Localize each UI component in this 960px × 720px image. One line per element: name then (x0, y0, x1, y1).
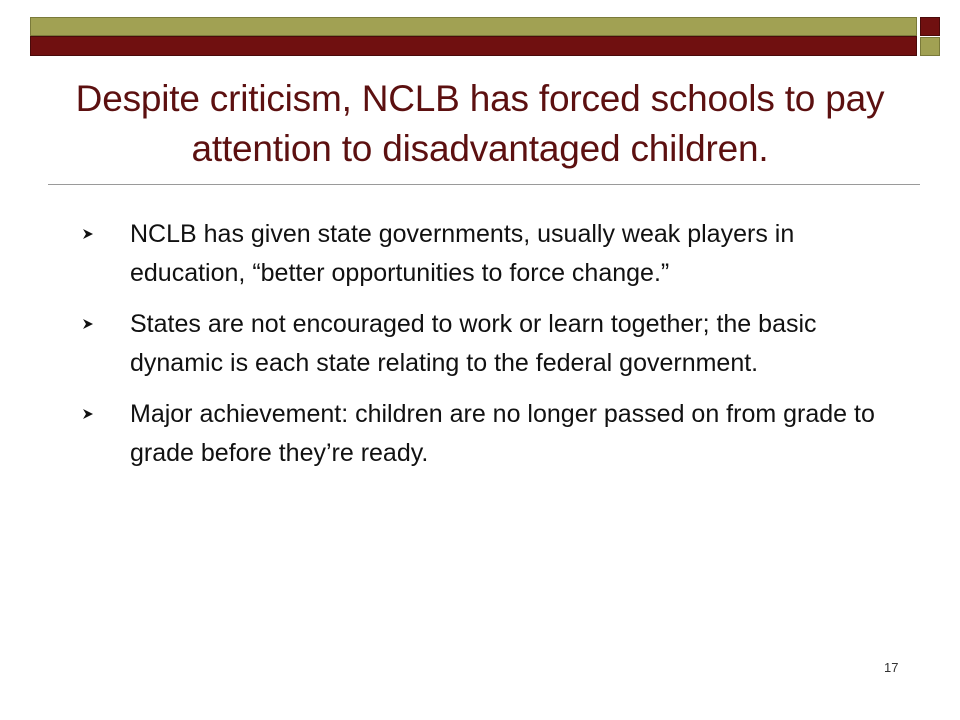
bullet-list (78, 215, 898, 485)
bullet-item (78, 395, 898, 473)
bullet-text: States are not encouraged to work or learn together; the basic dynamic is each state relating to the federal government. (130, 310, 817, 377)
header-olive-bar (30, 17, 917, 36)
header-maroon-bar (30, 36, 917, 56)
bullet-item (78, 305, 898, 383)
arrow-bullet-icon (82, 307, 98, 341)
bullet-text: NCLB has given state governments, usually weak players in education, “better opportunities to force change.” (130, 220, 795, 287)
bullet-item (78, 215, 898, 293)
header-maroon-square (920, 17, 940, 36)
arrow-bullet-icon (82, 217, 98, 251)
arrow-bullet-icon (82, 397, 98, 431)
title-divider (48, 184, 920, 185)
header-olive-square (920, 37, 940, 56)
bullet-text: Major achievement: children are no longer passed on from grade to grade before they’re ready. (130, 400, 875, 467)
page-number: 17 (884, 660, 899, 675)
slide-title: Despite criticism, NCLB has forced schools to pay attention to disadvantaged children. (75, 78, 885, 169)
